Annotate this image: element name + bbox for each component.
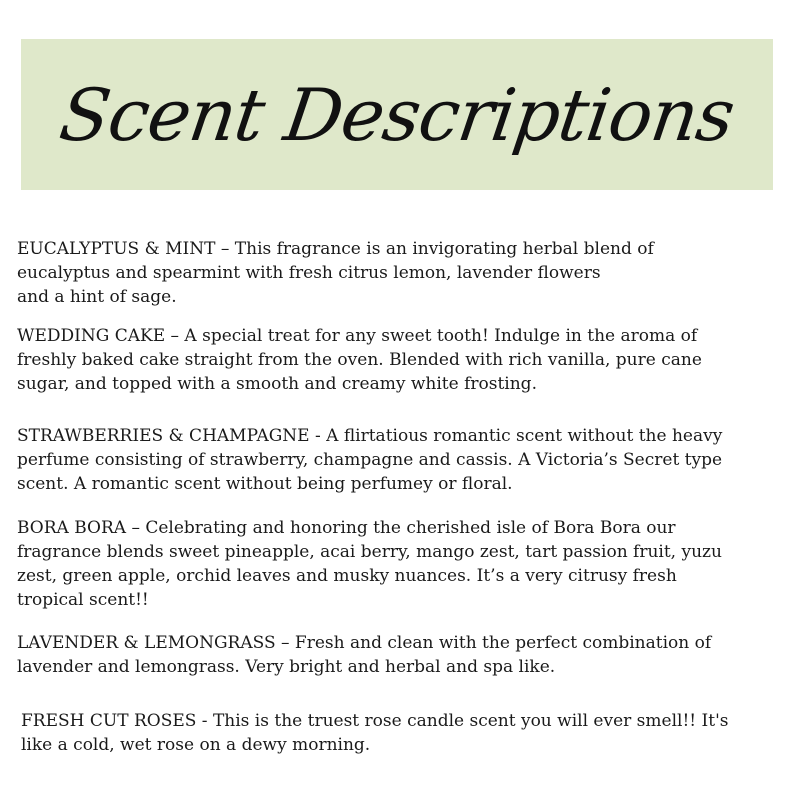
description-line: lavender and lemongrass. Very bright and herbal and spa like. (17, 657, 556, 677)
description-line: zest, green apple, orchid leaves and musky nuances. It’s a very citrusy fresh (17, 566, 677, 586)
description-line: eucalyptus and spearmint with fresh citrus lemon, lavender flowers (17, 263, 601, 283)
description-line: FRESH CUT ROSES - This is the truest rose candle scent you will ever smell!! It's (21, 711, 729, 731)
scent-description-fresh-cut-roses (21, 709, 781, 757)
description-line: LAVENDER & LEMONGRASS – Fresh and clean with the perfect combination of (17, 633, 712, 653)
scent-description-bora-bora (17, 516, 777, 612)
description-line: perfume consisting of strawberry, champagne and cassis. A Victoria’s Secret type (17, 450, 723, 470)
scent-description-lavender-lemongrass (17, 631, 777, 679)
page-title: Scent Descriptions (54, 72, 740, 157)
description-line: tropical scent!! (17, 590, 149, 610)
description-line: scent. A romantic scent without being perfumey or floral. (17, 474, 513, 494)
description-line: freshly baked cake straight from the oven. Blended with rich vanilla, pure cane (17, 350, 702, 370)
description-line: WEDDING CAKE – A special treat for any sweet tooth! Indulge in the aroma of (17, 326, 698, 346)
description-line: and a hint of sage. (17, 287, 177, 307)
description-line: EUCALYPTUS & MINT – This fragrance is an invigorating herbal blend of (17, 239, 654, 259)
description-line: STRAWBERRIES & CHAMPAGNE - A flirtatious romantic scent without the heavy (17, 426, 723, 446)
scent-description-strawberries-champagne (17, 424, 777, 496)
scent-description-wedding-cake (17, 324, 777, 396)
description-line: fragrance blends sweet pineapple, acai berry, mango zest, tart passion fruit, yuzu (17, 542, 722, 562)
description-line: like a cold, wet rose on a dewy morning. (21, 735, 371, 755)
header-band (21, 39, 773, 190)
description-line: BORA BORA – Celebrating and honoring the cherished isle of Bora Bora our (17, 518, 676, 538)
description-line: sugar, and topped with a smooth and creamy white frosting. (17, 374, 537, 394)
scent-description-eucalyptus-mint (17, 237, 777, 309)
